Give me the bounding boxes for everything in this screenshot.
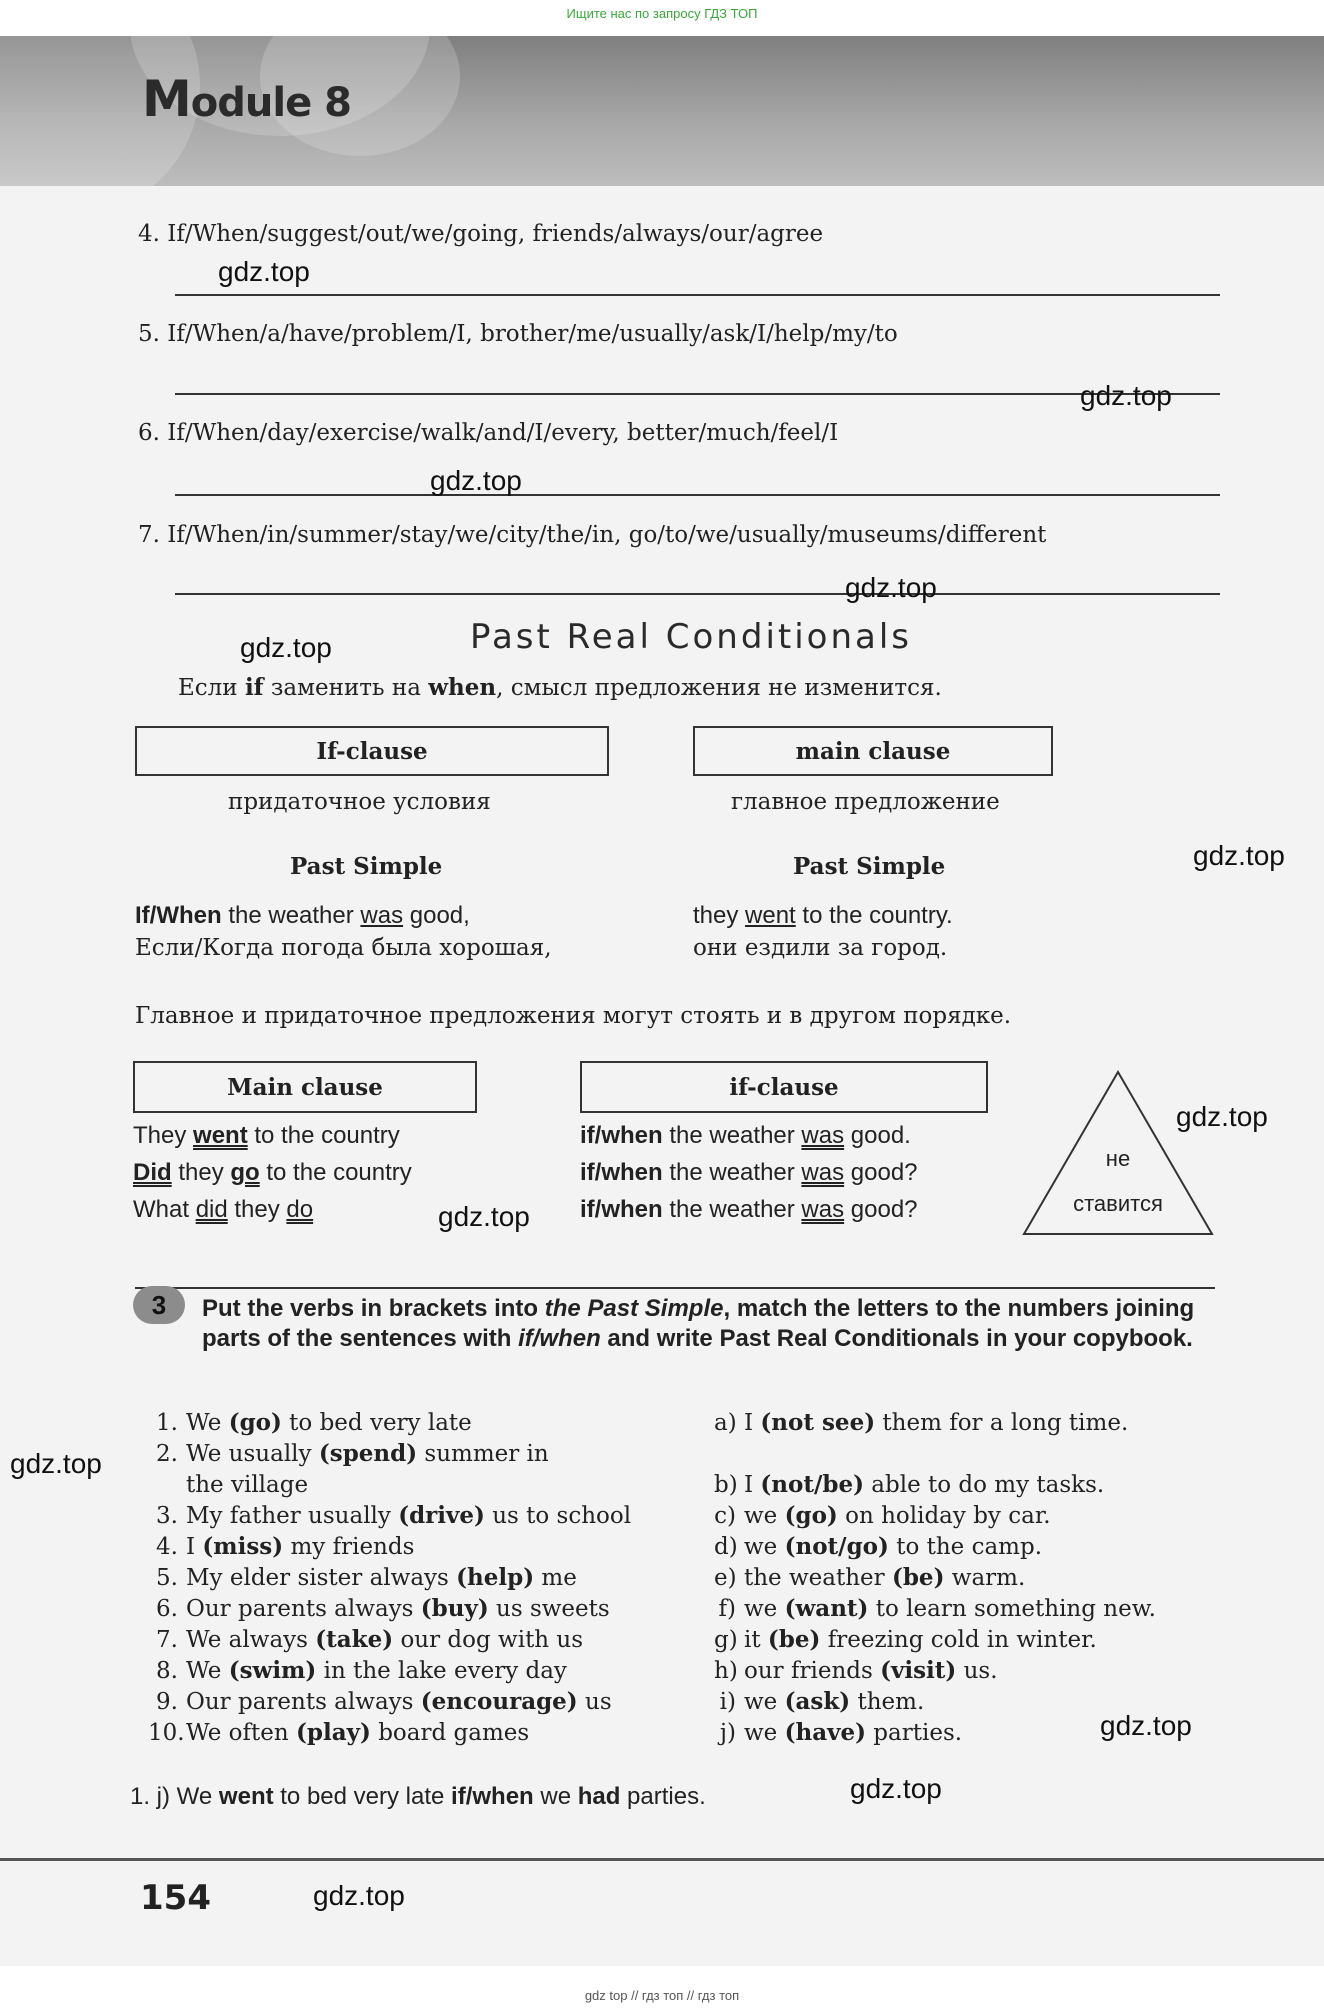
item-text: on holiday by car. — [837, 1503, 1051, 1529]
main-clause-example: they went to the country. — [693, 902, 953, 929]
footer-rule — [0, 1858, 1324, 1861]
triangle-text-2: ставится — [1073, 1191, 1163, 1216]
watermark: gdz.top — [845, 572, 937, 603]
item-text: we — [744, 1503, 785, 1529]
list-item — [714, 1438, 1234, 1469]
item-verb: (spend) — [318, 1440, 418, 1467]
if-clause-translation: Если/Когда погода была хорошая, — [135, 935, 552, 961]
item-text: parties. — [866, 1720, 963, 1746]
list-item — [714, 1624, 1234, 1655]
item-text: our dog with us — [393, 1627, 584, 1653]
item-marker: e) — [714, 1565, 737, 1591]
bottom-note: gdz top // гдз топ // гдз топ — [584, 1988, 740, 2003]
item-text: us — [577, 1689, 612, 1715]
watermark: gdz.top — [1100, 1710, 1192, 1741]
main-clause-box-2: Main clause — [133, 1061, 477, 1113]
item-verb: (help) — [456, 1564, 535, 1591]
item-verb: (visit) — [880, 1657, 957, 1684]
item-text: us. — [956, 1658, 998, 1684]
item-text: in the lake every day — [316, 1658, 567, 1684]
item-text: We — [186, 1658, 229, 1684]
task-instructions: Put the verbs in brackets into the Past Simple, match the letters to the numbers joining parts of the sentences with if/when and write Past Real Conditionals in your copybook. — [202, 1295, 1195, 1352]
item-verb: (drive) — [398, 1502, 485, 1529]
item-marker: 10. — [148, 1720, 185, 1746]
item-marker: h) — [714, 1658, 738, 1684]
watermark: gdz.top — [1080, 380, 1172, 411]
item-marker: i) — [719, 1689, 736, 1715]
list-item — [714, 1686, 1234, 1717]
right-sentence-list — [714, 1407, 1234, 1748]
item-text: we — [744, 1720, 785, 1746]
if-clause-caption: придаточное условия — [228, 789, 491, 815]
list-item — [148, 1686, 668, 1717]
triangle-text-1: не — [1105, 1146, 1131, 1171]
answer-line — [175, 593, 1220, 595]
item-verb: (have) — [784, 1719, 866, 1746]
item-marker: 2. — [156, 1441, 178, 1467]
watermark: gdz.top — [850, 1773, 942, 1804]
item-marker: 1. — [156, 1410, 178, 1436]
item-verb: (go) — [228, 1409, 282, 1436]
item-text: We usually — [186, 1441, 319, 1467]
item-verb: (play) — [296, 1719, 371, 1746]
item-verb: (not/go) — [784, 1533, 889, 1560]
item-text: me — [534, 1565, 577, 1591]
item-text: our friends — [744, 1658, 881, 1684]
list-item — [714, 1562, 1234, 1593]
order-note: Главное и придаточное предложения могут стоять и в другом порядке. — [135, 1003, 1012, 1029]
item-text: Our parents always — [186, 1689, 421, 1715]
item-marker: 5. — [156, 1565, 178, 1591]
main-clause-caption: главное предложение — [731, 789, 1000, 815]
watermark: gdz.top — [1176, 1101, 1268, 1132]
item-text: Our parents always — [186, 1596, 421, 1622]
watermark: gdz.top — [438, 1201, 530, 1232]
if-clause-example: If/When the weather was good, — [135, 902, 470, 929]
item-verb: (be) — [767, 1626, 821, 1653]
item-text: it — [744, 1627, 768, 1653]
page-number: 154 — [140, 1878, 211, 1918]
answer-line — [175, 393, 1220, 395]
item-marker: 4. — [156, 1534, 178, 1560]
list-item — [714, 1717, 1234, 1748]
item-text: We — [186, 1410, 229, 1436]
item-text: we — [744, 1689, 785, 1715]
item-text: freezing cold in winter. — [820, 1627, 1097, 1653]
list-item — [714, 1655, 1234, 1686]
if-clause-row: if/when the weather was good? — [580, 1196, 918, 1223]
item-text: we — [744, 1596, 785, 1622]
main-clause-row: They went to the country — [133, 1122, 400, 1149]
item-text: board games — [370, 1720, 530, 1746]
item-text: summer in — [417, 1441, 549, 1467]
item-text: to learn something new. — [868, 1596, 1156, 1622]
left-sentence-list — [148, 1407, 668, 1748]
item-marker: 6. — [156, 1596, 178, 1622]
item-text: my friends — [283, 1534, 415, 1560]
item-text: We always — [186, 1627, 316, 1653]
item-verb: (be) — [891, 1564, 945, 1591]
module-title: Module 8 — [142, 70, 351, 128]
item-text: I — [186, 1534, 203, 1560]
item-text: My elder sister always — [186, 1565, 457, 1591]
item-verb: (not see) — [760, 1409, 876, 1436]
if-clause-box: If-clause — [135, 726, 609, 776]
item-verb: (ask) — [784, 1688, 851, 1715]
item-verb: (miss) — [202, 1533, 284, 1560]
item-text: to bed very late — [281, 1410, 472, 1436]
list-item — [148, 1531, 668, 1562]
list-item — [714, 1469, 1234, 1500]
list-item — [714, 1531, 1234, 1562]
main-clause-row: Did they go to the country — [133, 1159, 412, 1186]
item-marker: 9. — [156, 1689, 178, 1715]
list-item — [148, 1717, 668, 1748]
item-text: us to school — [484, 1503, 632, 1529]
item-verb: (encourage) — [420, 1688, 578, 1715]
item-text: able to do my tasks. — [863, 1472, 1105, 1498]
list-item — [148, 1562, 668, 1593]
item-text: I — [744, 1472, 761, 1498]
rule-note: Если if заменить на when, смысл предложения не изменится. — [178, 674, 942, 701]
item-verb: (want) — [784, 1595, 869, 1622]
list-item — [148, 1624, 668, 1655]
item-text: My father usually — [186, 1503, 399, 1529]
if-clause-row: if/when the weather was good? — [580, 1159, 918, 1186]
item-text: we — [744, 1534, 785, 1560]
item-marker: b) — [714, 1472, 738, 1498]
list-item — [148, 1469, 668, 1500]
exercise-item-4: 4. If/When/suggest/out/we/going, friends/always/our/agree — [138, 221, 824, 247]
main-clause-box: main clause — [693, 726, 1053, 776]
top-note: Ищите нас по запросу ГДЗ ТОП — [566, 6, 758, 21]
exercise-item-7: 7. If/When/in/summer/stay/we/city/the/in, go/to/we/usually/museums/different — [138, 522, 1047, 548]
item-text: I — [744, 1410, 761, 1436]
item-verb: (buy) — [420, 1595, 489, 1622]
item-verb: (go) — [784, 1502, 838, 1529]
main-clause-row: What did they do — [133, 1196, 314, 1223]
task-number-badge: 3 — [133, 1286, 185, 1324]
watermark: gdz.top — [218, 256, 310, 287]
item-text: them. — [850, 1689, 925, 1715]
list-item — [148, 1593, 668, 1624]
if-clause-row: if/when the weather was good. — [580, 1122, 911, 1149]
item-text: warm. — [944, 1565, 1026, 1591]
item-marker: a) — [714, 1410, 737, 1436]
list-item — [714, 1407, 1234, 1438]
list-item — [714, 1500, 1234, 1531]
example-answer: 1. j) We went to bed very late if/when we had parties. — [130, 1783, 706, 1810]
list-item — [148, 1655, 668, 1686]
item-marker: g) — [714, 1627, 738, 1653]
item-verb: (take) — [315, 1626, 394, 1653]
list-item — [148, 1438, 668, 1469]
item-marker: 3. — [156, 1503, 178, 1529]
item-marker: c) — [714, 1503, 736, 1529]
watermark: gdz.top — [313, 1880, 405, 1911]
watermark: gdz.top — [1193, 840, 1285, 871]
exercise-item-5: 5. If/When/a/have/problem/I, brother/me/usually/ask/I/help/my/to — [138, 321, 898, 347]
main-clause-tense: Past Simple — [793, 853, 946, 880]
list-item — [714, 1593, 1234, 1624]
if-clause-tense: Past Simple — [290, 853, 443, 880]
item-text: to the camp. — [888, 1534, 1043, 1560]
watermark: gdz.top — [10, 1448, 102, 1479]
item-verb: (swim) — [228, 1657, 317, 1684]
item-marker: d) — [714, 1534, 738, 1560]
main-clause-translation: они ездили за город. — [693, 935, 948, 961]
item-text: us sweets — [488, 1596, 610, 1622]
item-marker: f) — [718, 1596, 736, 1622]
answer-line — [175, 494, 1220, 496]
answer-line — [175, 294, 1220, 296]
section-divider — [135, 1287, 1215, 1289]
exercise-item-6: 6. If/When/day/exercise/walk/and/I/every, better/much/feel/I — [138, 420, 839, 446]
item-marker: j) — [719, 1720, 736, 1746]
section-title: Past Real Conditionals — [470, 617, 913, 657]
list-item — [148, 1407, 668, 1438]
item-marker: 7. — [156, 1627, 178, 1653]
item-text: We often — [186, 1720, 297, 1746]
item-text: the village — [186, 1472, 309, 1498]
watermark: gdz.top — [430, 465, 522, 496]
list-item — [148, 1500, 668, 1531]
item-marker: 8. — [156, 1658, 178, 1684]
item-text: them for a long time. — [875, 1410, 1129, 1436]
item-verb: (not/be) — [760, 1471, 864, 1498]
item-text: the weather — [744, 1565, 892, 1591]
if-clause-box-2: if-clause — [580, 1061, 988, 1113]
watermark: gdz.top — [240, 632, 332, 663]
